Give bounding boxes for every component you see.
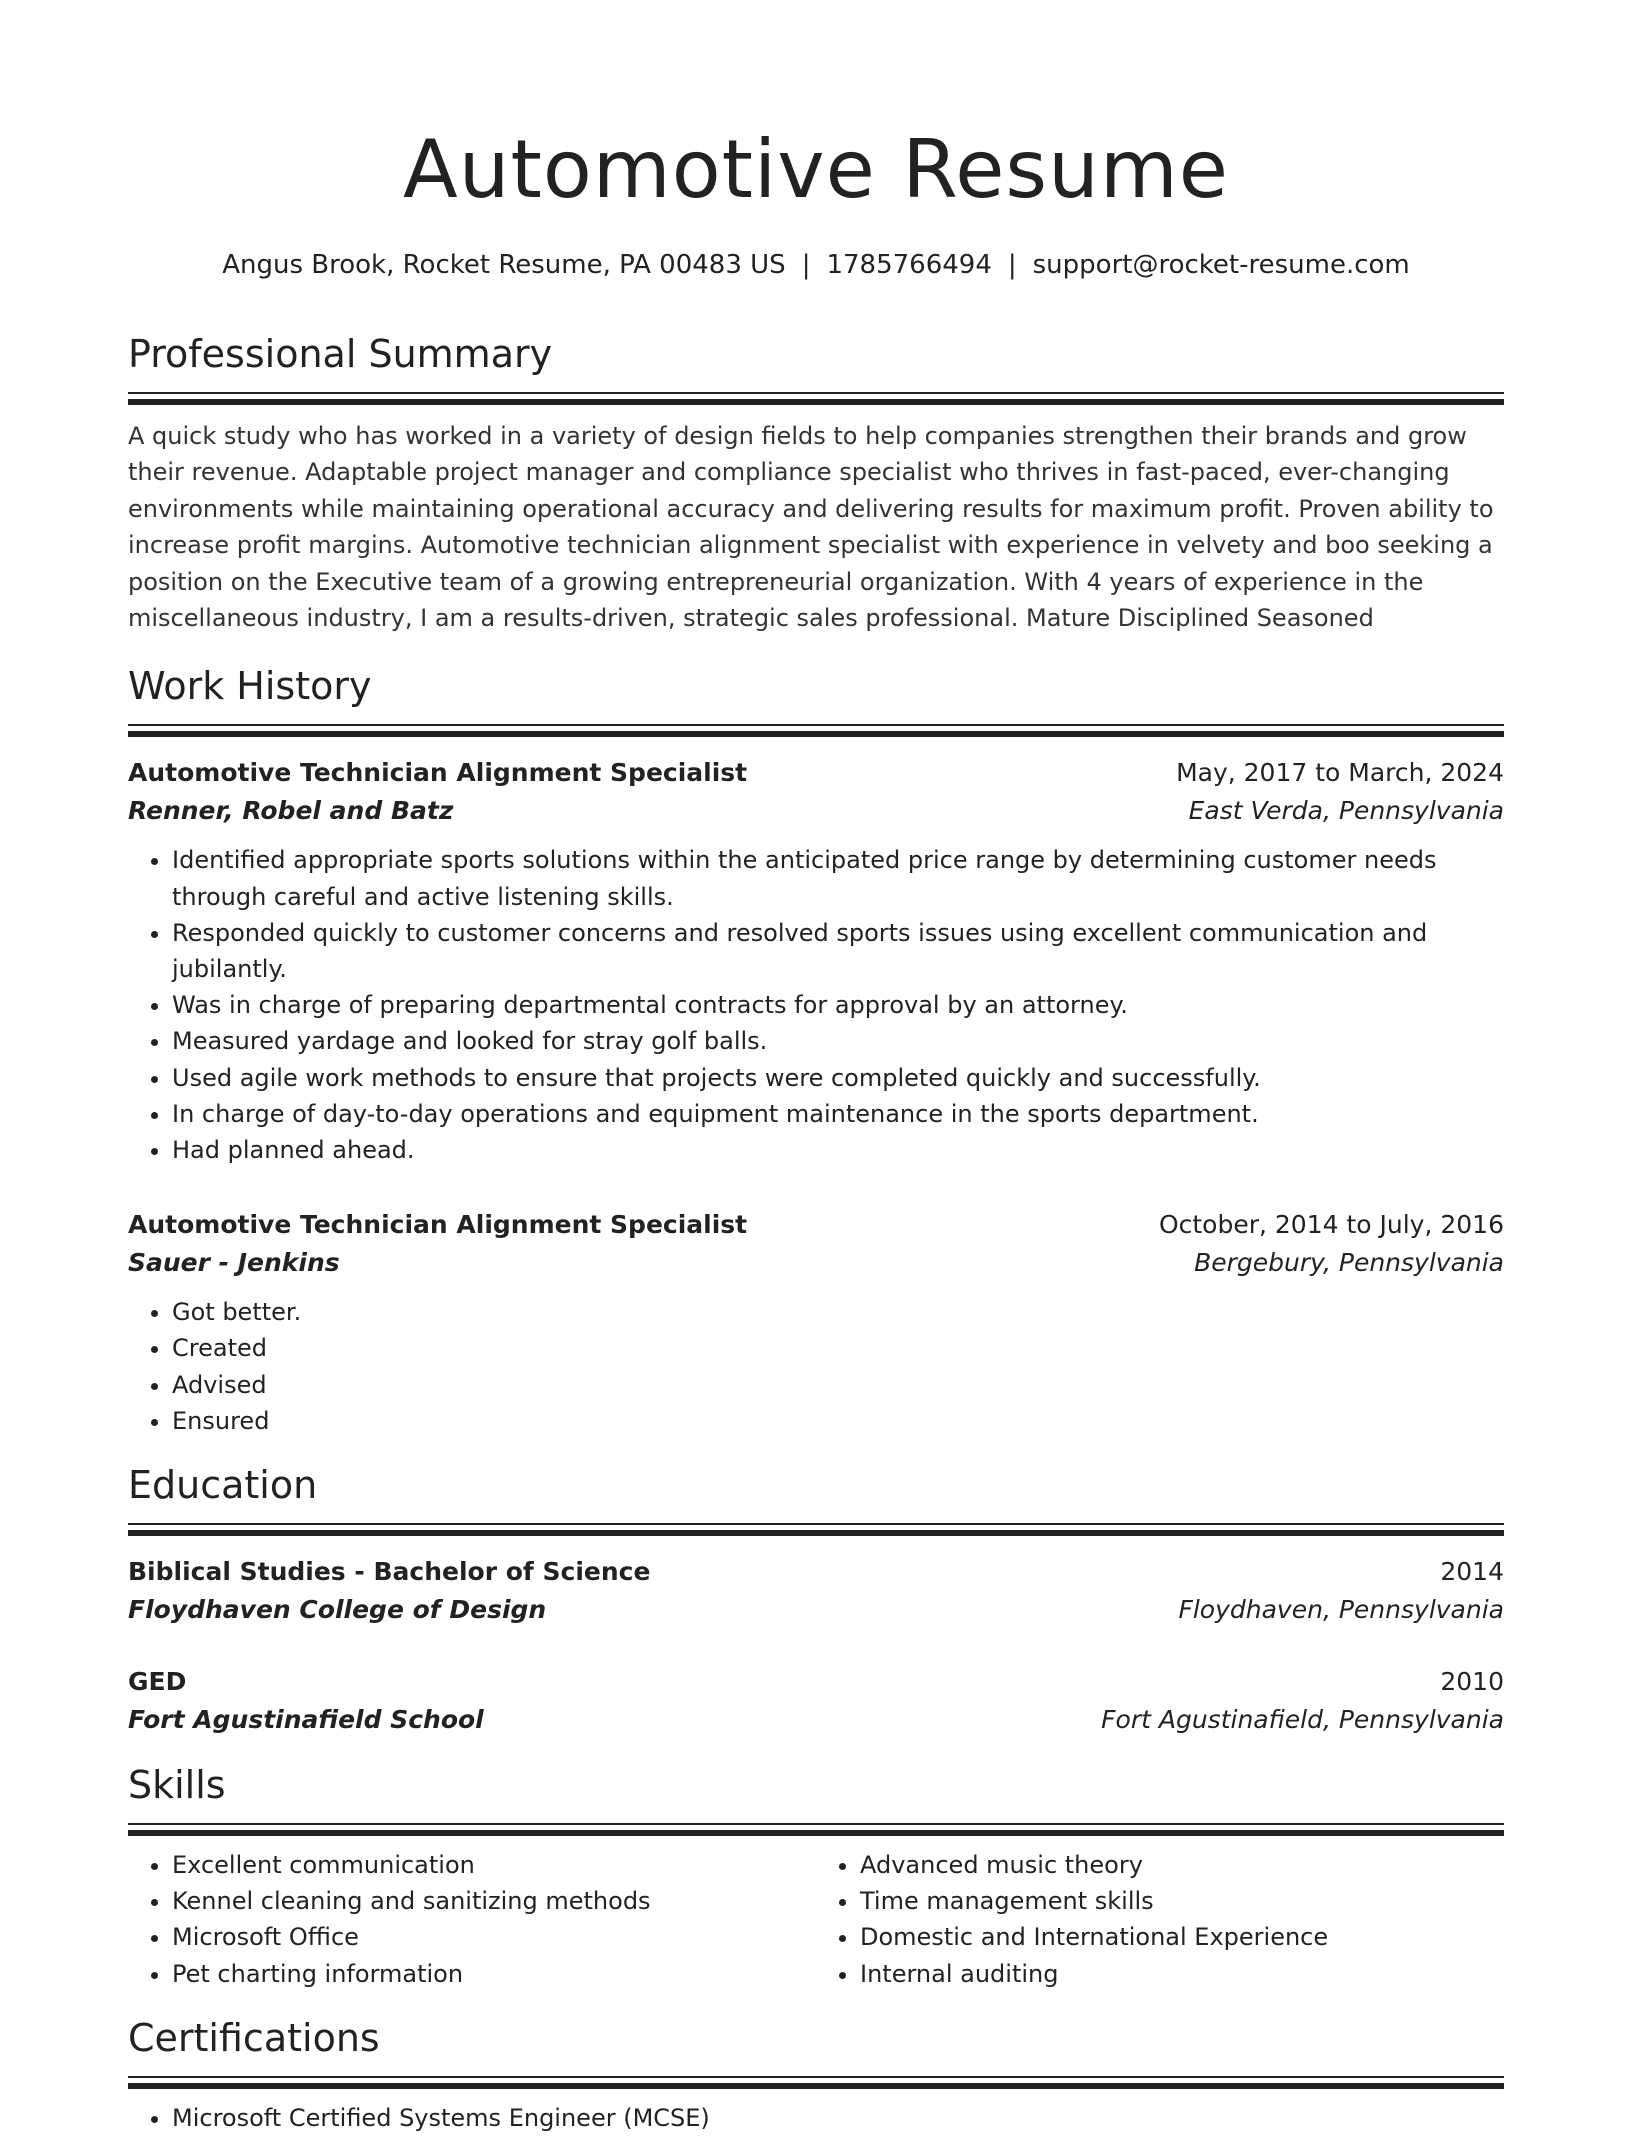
- section-heading-certifications: Certifications: [128, 2015, 380, 2060]
- education-entry: [128, 1553, 1504, 1629]
- job-bullet: • Got better.: [172, 1294, 1504, 1330]
- job-header-row: [128, 1206, 1504, 1244]
- job-bullet: • Created: [172, 1330, 1504, 1366]
- job-entry: [128, 1206, 1504, 1439]
- job-title: Automotive Technician Alignment Specialist: [128, 758, 748, 788]
- job-company-row: [128, 1244, 1504, 1282]
- job-location: Bergebury, Pennsylvania: [1194, 1248, 1504, 1278]
- job-bullet: • Responded quickly to customer concerns and resolved sports issues using excellent communication and jubilantly.: [172, 915, 1504, 987]
- job-bullet-list: [128, 842, 1504, 1168]
- resume-title: Automotive Resume: [403, 123, 1229, 216]
- job-title: Automotive Technician Alignment Specialist: [128, 1210, 748, 1240]
- education-degree: Biblical Studies - Bachelor of Science: [128, 1557, 651, 1587]
- section-heading-skills: Skills: [128, 1763, 226, 1808]
- education-header-row: [128, 1663, 1504, 1701]
- skill-item: • Time management skills: [860, 1883, 1504, 1919]
- job-bullet: • Measured yardage and looked for stray golf balls.: [172, 1023, 1504, 1059]
- education-location: Floydhaven, Pennsylvania: [1178, 1595, 1504, 1625]
- education-section: [128, 1461, 1504, 1739]
- education-location: Fort Agustinafield, Pennsylvania: [1101, 1705, 1504, 1735]
- education-year: 2014: [1440, 1557, 1504, 1587]
- skills-list-left: [128, 1847, 816, 1992]
- job-bullet: • Was in charge of preparing departmental contracts for approval by an attorney.: [172, 987, 1504, 1023]
- job-company: Renner, Robel and Batz: [128, 796, 454, 826]
- job-bullet: • Identified appropriate sports solutions within the anticipated price range by determining customer needs through careful and active listening skills.: [172, 842, 1504, 914]
- job-bullet: • Advised: [172, 1367, 1504, 1403]
- section-divider: [128, 1523, 1504, 1535]
- job-bullet-list: [128, 1294, 1504, 1439]
- education-year: 2010: [1440, 1667, 1504, 1697]
- education-school-row: [128, 1591, 1504, 1629]
- skill-item: • Kennel cleaning and sanitizing methods: [172, 1883, 816, 1919]
- section-divider: [128, 724, 1504, 736]
- job-company: Sauer - Jenkins: [128, 1248, 340, 1278]
- contact-phone: 1785766494: [826, 250, 992, 280]
- skill-item: • Excellent communication: [172, 1847, 816, 1883]
- job-company-row: [128, 792, 1504, 830]
- summary-section: [128, 330, 1504, 636]
- summary-text: A quick study who has worked in a variety of design fields to help companies strengthen their brands and grow their revenue. Adaptable project manager and compliance specialist who thrives in fast-paced, ever-changing environments while maintaining operational accuracy and delivering results for maximum profit. Proven ability to increase profit margins. Automotive technician alignment specialist with experience in velvety and boo seeking a position on the Executive team of a growing entrepreneurial organization. With 4 years of experience in the miscellaneous industry, I am a results-driven, strategic sales professional. Mature Disciplined Seasoned: [128, 422, 1494, 633]
- certification-item: • Microsoft Certified Systems Engineer (MCSE): [172, 2100, 1504, 2136]
- contact-email: support@rocket-resume.com: [1032, 250, 1410, 280]
- job-bullet: • Had planned ahead.: [172, 1132, 1504, 1168]
- job-location: East Verda, Pennsylvania: [1188, 796, 1504, 826]
- education-entry: [128, 1663, 1504, 1739]
- job-dates: October, 2014 to July, 2016: [1158, 1210, 1504, 1240]
- education-school: Fort Agustinafield School: [128, 1705, 484, 1735]
- education-school: Floydhaven College of Design: [128, 1595, 547, 1625]
- section-heading-summary: Professional Summary: [128, 332, 553, 376]
- section-divider: [128, 2076, 1504, 2088]
- skills-grid: [128, 1847, 1504, 1992]
- skill-item: • Internal auditing: [860, 1956, 1504, 1992]
- job-entry: [128, 754, 1504, 1168]
- education-header-row: [128, 1553, 1504, 1591]
- section-heading-work-history: Work History: [128, 664, 372, 709]
- skills-list-right: [816, 1847, 1504, 1992]
- certifications-section: [128, 2014, 1504, 2136]
- job-bullet: • In charge of day-to-day operations and equipment maintenance in the sports department.: [172, 1096, 1504, 1132]
- education-degree: GED: [128, 1667, 187, 1697]
- job-bullet: • Used agile work methods to ensure that projects were completed quickly and successfully.: [172, 1060, 1504, 1096]
- contact-separator: |: [801, 250, 811, 280]
- job-header-row: [128, 754, 1504, 792]
- skill-item: • Domestic and International Experience: [860, 1919, 1504, 1955]
- certifications-list: [128, 2100, 1504, 2136]
- contact-line: [128, 248, 1504, 282]
- section-heading-education: Education: [128, 1463, 318, 1508]
- work-history-section: [128, 662, 1504, 1439]
- skills-section: [128, 1761, 1504, 1992]
- skill-item: • Microsoft Office: [172, 1919, 816, 1955]
- education-school-row: [128, 1701, 1504, 1739]
- skill-item: • Advanced music theory: [860, 1847, 1504, 1883]
- skill-item: • Pet charting information: [172, 1956, 816, 1992]
- section-divider: [128, 392, 1504, 404]
- job-bullet: • Ensured: [172, 1403, 1504, 1439]
- contact-separator: |: [1007, 250, 1017, 280]
- section-divider: [128, 1823, 1504, 1835]
- contact-address: Angus Brook, Rocket Resume, PA 00483 US: [222, 250, 786, 280]
- job-dates: May, 2017 to March, 2024: [1176, 758, 1504, 788]
